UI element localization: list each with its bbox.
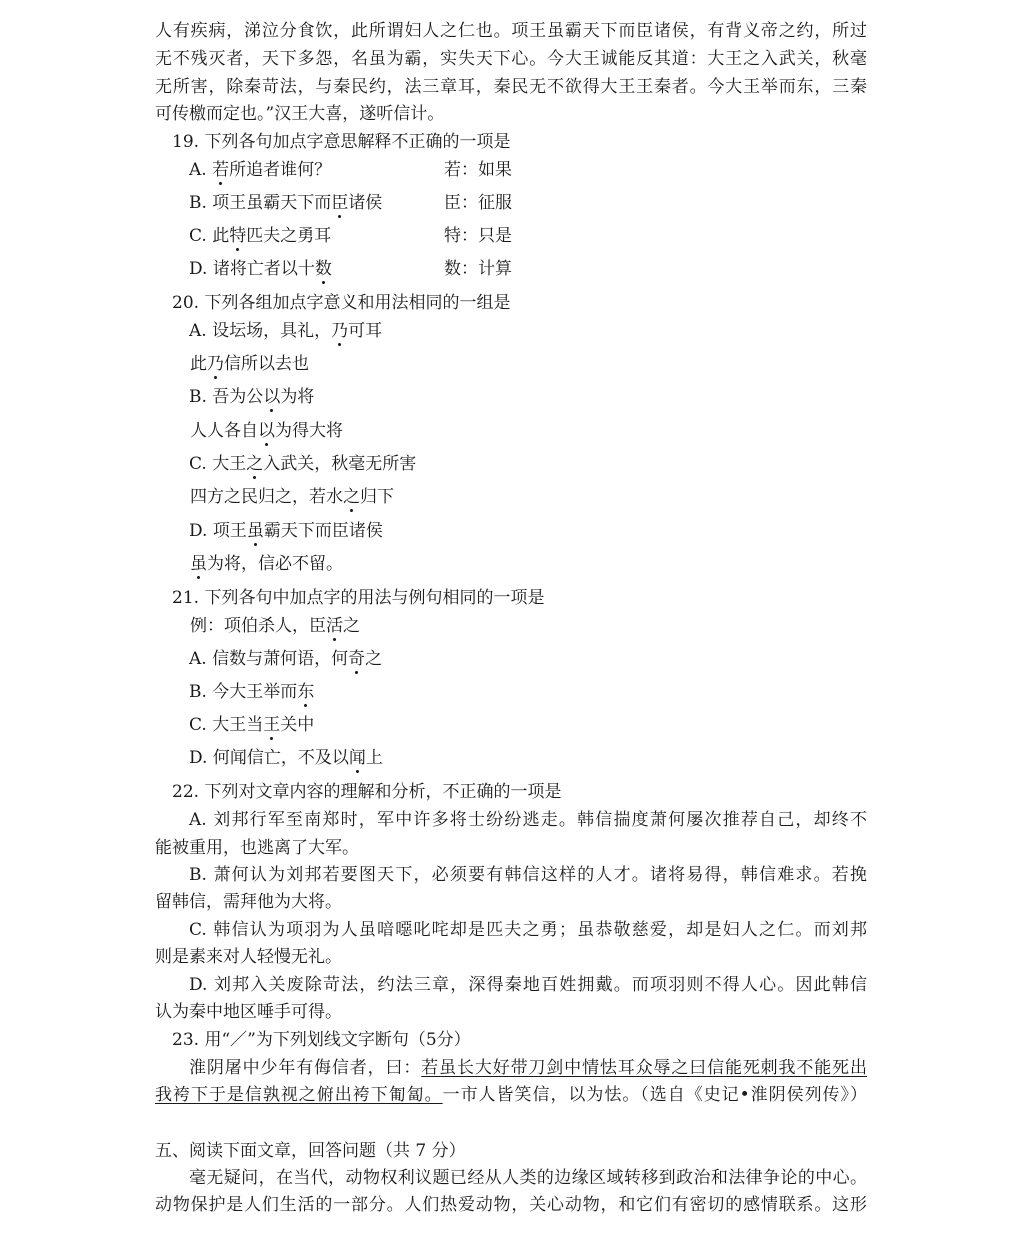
question-20-stem: 20. 下列各组加点字意义和用法相同的一组是 — [172, 293, 511, 313]
section-5-line: 毫无疑问，在当代，动物权利议题已经从人类的边缘区域转移到政治和法律争论的中心。 — [189, 1168, 867, 1188]
q20-option-b-line2: 人人各自以为得大将 — [190, 421, 343, 441]
q23-line1: 淮阴屠中少年有侮信者，曰：若虽长大好带刀剑中情怯耳众辱之曰信能死刺我不能死出 — [189, 1058, 868, 1078]
underlined-text: 我袴下于是信孰视之俯出袴下匍匐。 — [155, 1085, 443, 1105]
q20-option-d-line1: D. 项王虽霸天下而臣诸侯 — [189, 521, 383, 541]
q22-option-c-line1: C. 韩信认为项羽为人虽喑噁叱咤却是匹夫之勇；虽恭敬慈爱，却是妇人之仁。而刘邦 — [189, 920, 867, 940]
passage-line: 可传檄而定也。”汉王大喜，遂听信计。 — [155, 104, 445, 124]
question-23-stem: 23. 用“／”为下列划线文字断句（5分） — [172, 1030, 471, 1050]
emphasis-dot-char: 王 — [263, 715, 281, 735]
question-19-stem: 19. 下列各句加点字意思解释不正确的一项是 — [172, 132, 511, 152]
q22-option-a-line1: A. 刘邦行军至南郑时，军中许多将士纷纷逃走。韩信揣度萧何屡次推荐自己，却终不 — [189, 810, 867, 830]
q21-option-b: B. 今大王举而东 — [189, 682, 315, 702]
emphasis-dot-char: 乃 — [331, 321, 349, 341]
emphasis-dot-char: 若 — [212, 160, 230, 180]
q20-option-d-line2: 虽为将，信必不留。 — [190, 554, 343, 574]
q22-option-b-line1: B. 萧何认为刘邦若要图天下，必须要有韩信这样的人才。诸将易得，韩信难求。若挽 — [189, 865, 867, 885]
q20-option-c-line2: 四方之民归之，若水之归下 — [190, 487, 394, 507]
question-22-stem: 22. 下列对文章内容的理解和分析，不正确的一项是 — [172, 782, 562, 802]
emphasis-dot-char: 闻 — [348, 748, 366, 768]
q19-option-a: A. 若所追者谁何？ — [189, 160, 332, 180]
passage-line: 无不残灭者，天下多怨，名虽为霸，实失天下心。今大王诚能反其道：大王之入武关，秋毫 — [155, 49, 867, 69]
q21-option-a: A. 信数与萧何语，何奇之 — [189, 649, 383, 669]
emphasis-dot-char: 之 — [343, 487, 360, 507]
emphasis-dot-char: 数 — [314, 259, 332, 279]
emphasis-dot-char: 虽 — [190, 554, 207, 574]
q23-line2: 我袴下于是信孰视之俯出袴下匍匐。一市人皆笑信，以为怯。（选自《史记•淮阴侯列传》） — [155, 1085, 868, 1105]
emphasis-dot-char: 活 — [326, 616, 343, 636]
q20-option-a-line2: 此乃信所以去也 — [190, 354, 309, 374]
q21-option-d: D. 何闻信亡，不及以闻上 — [189, 748, 383, 768]
q20-option-a-line1: A. 设坛场，具礼，乃可耳 — [189, 321, 383, 341]
emphasis-dot-char: 以 — [263, 387, 281, 407]
emphasis-dot-char: 东 — [297, 682, 315, 702]
passage-line: 无所害，除秦苛法，与秦民约，法三章耳，秦民无不欲得大王王秦者。今大王举而东，三秦 — [155, 77, 867, 97]
q22-option-d-line2: 认为秦中地区唾手可得。 — [155, 1002, 342, 1022]
q19-gloss-d: 数：计算 — [444, 259, 512, 279]
q20-option-b-line1: B. 吾为公以为将 — [189, 387, 315, 407]
q22-option-d-line1: D. 刘邦入关废除苛法，约法三章，深得秦地百姓拥戴。而项羽则不得人心。因此韩信 — [189, 975, 867, 995]
q22-option-b-line2: 留韩信，需拜他为大将。 — [155, 892, 342, 912]
q19-gloss-a: 若：如果 — [444, 160, 512, 180]
emphasis-dot-char: 之 — [246, 454, 264, 474]
underlined-text: 若虽长大好带刀剑中情怯耳众辱之曰信能死刺我不能死出 — [421, 1058, 868, 1078]
q19-option-d: D. 诸将亡者以十数 — [189, 259, 332, 279]
emphasis-dot-char: 以 — [258, 421, 275, 441]
q19-option-c: C. 此特匹夫之勇耳 — [189, 226, 332, 246]
q19-gloss-b: 臣：征服 — [444, 193, 512, 213]
section-5-line: 动物保护是人们生活的一部分。人们热爱动物，关心动物，和它们有密切的感情联系。这形 — [155, 1195, 867, 1215]
section-5-heading: 五、阅读下面文章，回答问题（共 7 分） — [155, 1141, 466, 1161]
emphasis-dot-char: 特 — [229, 226, 247, 246]
question-21-stem: 21. 下列各句中加点字的用法与例句相同的一项是 — [172, 588, 545, 608]
passage-line: 人有疾病，涕泣分食饮，此所谓妇人之仁也。项王虽霸天下而臣诸侯，有背义帝之约，所过 — [155, 21, 867, 41]
q22-option-a-line2: 能被重用，也逃离了大军。 — [155, 838, 359, 858]
emphasis-dot-char: 奇 — [348, 649, 366, 669]
q19-option-b: B. 项王虽霸天下而臣诸侯 — [189, 193, 383, 213]
q20-option-c-line1: C. 大王之入武关，秋毫无所害 — [189, 454, 417, 474]
emphasis-dot-char: 虽 — [246, 521, 264, 541]
q22-option-c-line2: 则是素来对人轻慢无礼。 — [155, 947, 342, 967]
emphasis-dot-char: 臣 — [331, 193, 349, 213]
emphasis-dot-char: 乃 — [207, 354, 224, 374]
q21-example: 例：项伯杀人，臣活之 — [190, 616, 360, 636]
q19-gloss-c: 特：只是 — [444, 226, 512, 246]
q21-option-c: C. 大王当王关中 — [189, 715, 315, 735]
